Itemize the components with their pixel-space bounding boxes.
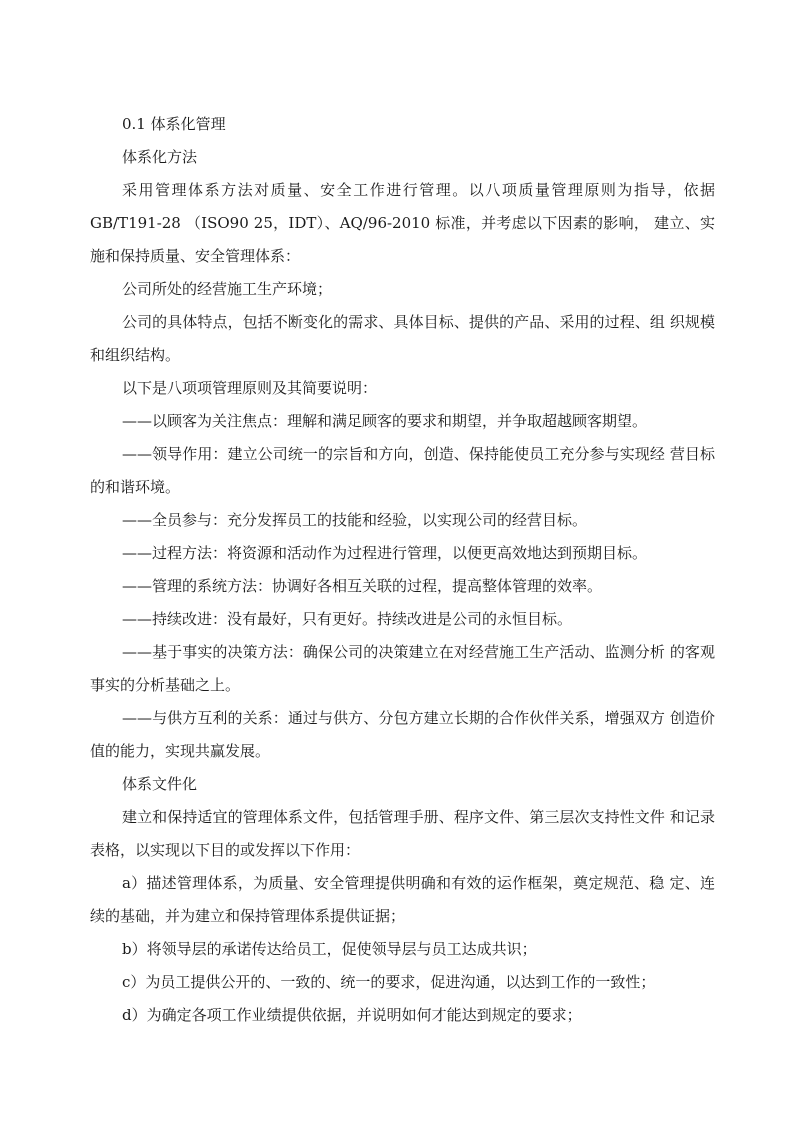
paragraph-approach: 采用管理体系方法对质量、安全工作进行管理。以八项质量管理原则为指导，依据 GB/T191-28 （ISO90 25，IDT）、AQ/96-2010 标准，并考虑以下因素的影响， 建立、实施和保持质量、安全管理体系： — [90, 181, 715, 265]
paragraph-documentation: 建立和保持适宜的管理体系文件，包括管理手册、程序文件、第三层次支持性文件 和记录表格，以实现以下目的或发挥以下作用： — [90, 808, 715, 859]
paragraph-characteristics: 公司的具体特点，包括不断变化的需求、具体目标、提供的产品、采用的过程、组 织规模和组织结构。 — [90, 313, 715, 364]
principle-improvement: ——持续改进：没有最好，只有更好。持续改进是公司的永恒目标。 — [122, 610, 573, 628]
principle-fact-based: ——基于事实的决策方法：确保公司的决策建立在对经营施工生产活动、监测分析 的客观事实的分析基础之上。 — [90, 643, 715, 694]
list-item-d: d）为确定各项工作业绩提供依据，并说明如何才能达到规定的要求； — [122, 1006, 582, 1024]
principle-involvement: ——全员参与：充分发挥员工的技能和经验，以实现公司的经营目标。 — [122, 511, 588, 529]
section-heading: 0.1 体系化管理 — [122, 115, 226, 133]
paragraph-principles-intro: 以下是八项项管理原则及其简要说明： — [122, 379, 378, 397]
principle-supplier-relationship: ——与供方互利的关系：通过与供方、分包方建立长期的合作伙伴关系，增强双方 创造价值的能力，实现共赢发展。 — [90, 709, 715, 760]
list-item-c: c）为员工提供公开的、一致的、统一的要求，促进沟通，以达到工作的一致性； — [122, 973, 656, 991]
principle-customer-focus: ——以顾客为关注焦点：理解和满足顾客的要求和期望，并争取超越顾客期望。 — [122, 412, 648, 430]
subheading-documentation: 体系文件化 — [122, 775, 198, 793]
principle-leadership: ——领导作用：建立公司统一的宗旨和方向，创造、保持能使员工充分参与实现经 营目标的和谐环境。 — [90, 445, 715, 496]
list-item-b: b）将领导层的承诺传达给员工，促使领导层与员工达成共识； — [122, 940, 537, 958]
paragraph-environment: 公司所处的经营施工生产环境； — [122, 280, 333, 298]
principle-system-approach: ——管理的系统方法：协调好各相互关联的过程，提高整体管理的效率。 — [122, 577, 603, 595]
subheading-method: 体系化方法 — [122, 148, 198, 166]
list-item-a: a）描述管理体系，为质量、安全管理提供明确和有效的运作框架，奠定规范、稳 定、连续的基础，并为建立和保持管理体系提供证据； — [90, 874, 715, 925]
principle-process-approach: ——过程方法：将资源和活动作为过程进行管理，以便更高效地达到预期目标。 — [122, 544, 648, 562]
